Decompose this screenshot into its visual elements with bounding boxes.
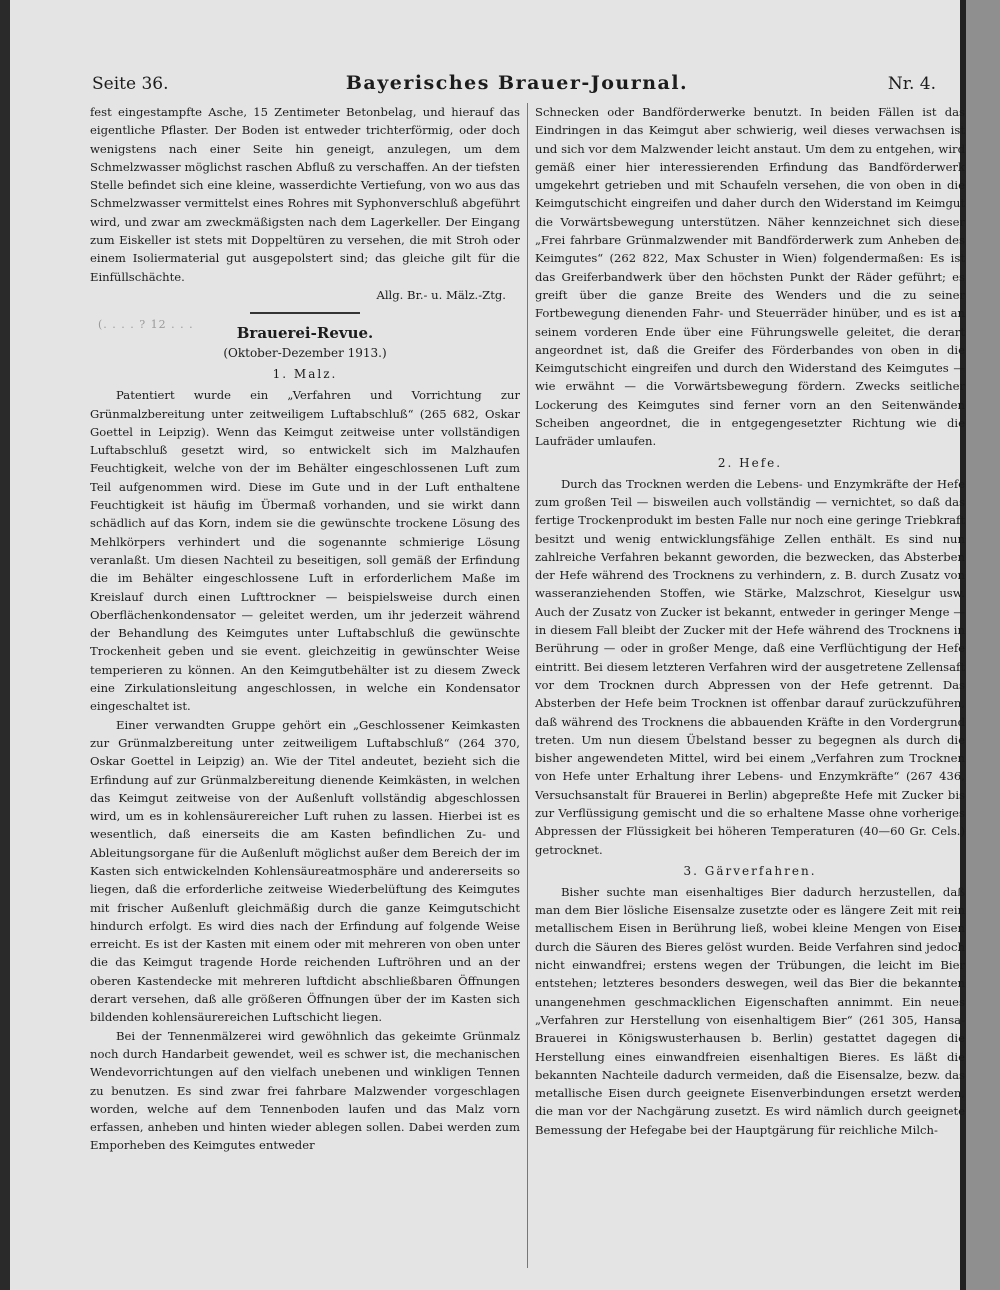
article-paragraph: Patentiert wurde ein „Verfahren und Vorrichtung zur Grünmalzbereitung unter zeitweiligem Luftabschluß“ (265 682, Oskar Goettel in Leipzig). Wenn das Keimgut zeitweise unter vollständigen Luftabschluß gesetzt wird, so entwickelt sich im Malzhaufen Feuchtigkeit, welche von der im Behälter eingeschlossenen Luft zum Teil aufgenommen wird. Diese im Gute und in der Luft enthaltene Feuchtigkeit ist häufig im Übermaß vorhanden, und sie wirkt dann schädlich auf das Korn, indem sie die gewünschte trockene Lösung des Mehlkörpers verhindert und die sogenannte schmierige Lösung veranlaßt. Um diesen Nachteil zu beseitigen, soll gemäß der Erfindung die im Behälter eingeschlossene Luft in erforderlichem Maße im Kreislauf durch einen Lufttrockner — beispielsweise durch einen Oberflächenkondensator — geleitet werden, um ihr jederzeit während der Behandlung des Keimgutes unter Luftabschluß die gewünschte Trockenheit geben und sie event. gleichzeitig in gewünschter Weise temperieren zu können. An den Keimgutbehälter ist zu diesem Zweck eine Zirkulationsleitung angeschlossen, in welche ein Kondensator eingeschaltet ist. bbox=[90, 388, 520, 714]
subsection-heading-hefe: 2. Hefe. bbox=[717, 455, 783, 470]
article-paragraph: Schnecken oder Bandförderwerke benutzt. In beiden Fällen ist das Eindringen in das Keimgut aber schwierig, weil dieses verwachsen ist und sich vor dem Malzwender leicht anstaut. Um dem zu entgehen, wird gemäß einer hier interessierenden Erfindung das Bandförderwerk umgekehrt getrieben und mit Schaufeln versehen, die von oben in die Keimgutschicht eingreifen und daher durch den Widerstand im Keimgut die Vorwärtsbewegung unterstützen. Näher kennzeichnet sich dieser „Frei fahrbare Grünmalzwender mit Bandförderwerk zum Anheben des Keimgutes“ (262 822, Max Schuster in Wien) folgendermaßen: Es ist das Greiferbandwerk über den höchsten Punkt der Räder geführt; es greift über die ganze Breite des Wenders und die zu seiner Fortbewegung dienenden Fahr- und Steuerräder hinüber, und es ist an seinem vorderen Ende über eine Führungswelle geleitet, die derart angeordnet ist, daß die Greifer des Förderbandes von oben in die Keimgutschicht eingreifen und durch den Widerstand des Keimgutes — wie erwähnt — die Vorwärtsbewegung fördern. Zwecks seitlicher Lockerung des Keimgutes sind ferner vorn an den Seitenwänden Scheiben angeordnet, die in entgegengesetzter Richtung wie die Laufräder umlaufen. bbox=[535, 105, 965, 449]
page-header bbox=[92, 74, 942, 98]
right-column bbox=[535, 103, 965, 1271]
left-column bbox=[90, 103, 520, 1271]
scan-left-edge bbox=[0, 0, 10, 1290]
newspaper-page bbox=[10, 0, 965, 1290]
source-citation: Allg. Br.- u. Mälz.-Ztg. bbox=[376, 287, 506, 302]
article-paragraph: Einer verwandten Gruppe gehört ein „Geschlossener Keimkasten zur Grünmalzbereitung unter zeitweiligem Luftabschluß“ (264 370, Oskar Goettel in Leipzig) an. Wie der Titel andeutet, bezieht sich die Erfindung auf zur Grünmalzbereitung dienende Keimkästen, in welchen das Keimgut zeitweise von der Außenluft vollständig abgeschlossen wird, um es in kohlensäurereicher Luft ruhen zu lassen. Hierbei ist es wesentlich, daß einerseits die am Kasten befindlichen Zu- und Ableitungsorgane für die Außenluft möglichst außer dem Bereich der im Kasten sich entwickelnden Kohlensäureatmosphäre und andererseits so liegen, daß die erforderliche zeitweise Wiederbelüftung des Keimgutes mit frischer Außenluft gleichmäßig durch die ganze Keimgutschicht hindurch erfolgt. Es wird dies nach der Erfindung auf folgende Weise erreicht. Es ist der Kasten mit einem oder mit mehreren von oben unter die das Keimgut tragende Horde reichenden Luftröhren und an der oberen Kastendecke mit mehreren luftdicht abschließbaren Öffnungen derart versehen, daß alle größeren Öffnungen über der im Kasten sich bildenden kohlensäurereichen Luftschicht liegen. bbox=[90, 717, 520, 1025]
issue-number: Nr. 4. bbox=[887, 74, 936, 94]
section-period: (Oktober-Dezember 1913.) bbox=[223, 346, 387, 361]
section-title: Brauerei-Revue. bbox=[236, 324, 374, 343]
faint-stamp: (. . . . ? 12 . . . bbox=[98, 318, 194, 331]
article-paragraph: Bisher suchte man eisenhaltiges Bier dadurch herzustellen, daß man dem Bier lösliche Eisensalze zusetzte oder es längere Zeit mit rein metallischem Eisen in Berührung ließ, wobei kleine Mengen von Eisen durch die Säuren des Bieres gelöst wurden. Beide Verfahren sind jedoch nicht einwandfrei; erstens wegen der Trübungen, die leicht im Bier entstehen; letzteres besonders deswegen, weil das Bier die bekannten unangenehmen geschmacklichen Eigenschaften annimmt. Ein neues „Verfahren zur Herstellung von eisenhaltigem Bier“ (261 305, Hansa-Brauerei in Königswusterhausen b. Berlin) gestattet dagegen die Herstellung eines einwandfreien eisenhaltigen Bieres. Es läßt die bekannten Nachteile dadurch vermeiden, daß die Eisensalze, bezw. das metallische Eisen durch geeignete Eisenverbindungen ersetzt werden, die man vor der Nachgärung zusetzt. Es wird nämlich durch geeignete Bemessung der Hefegabe bei der Hauptgärung für reichliche Milch- bbox=[535, 884, 965, 1137]
intro-paragraph: fest eingestampfte Asche, 15 Zentimeter Betonbelag, und hierauf das eigentliche Pflaster. Der Boden ist entweder trichterförmig, oder doch wenigstens nach einer Seite hin geneigt, anzulegen, um dem Schmelzwasser möglichst raschen Abfluß zu verschaffen. An der tiefsten Stelle befindet sich eine kleine, wasserdichte Vertiefung, von wo aus das Schmelzwasser vermittelst eines Rohres mit Syphonverschluß abgeführt wird, und zwar am zweckmäßigsten nach dem Lagerkeller. Der Eingang zum Eiskeller ist stets mit Doppeltüren zu versehen, die mit Stroh oder einem Isoliermaterial gut ausgepolstert sind; das gleiche gilt für die Einfüllschächte. bbox=[90, 105, 520, 284]
article-paragraph: Bei der Tennenmälzerei wird gewöhnlich das gekeimte Grünmalz noch durch Handarbeit gewendet, weil es schwer ist, die mechanischen Wendevorrichtungen auf den vielfach unebenen und winkligen Tennen zu benutzen. Es sind zwar frei fahrbare Malzwender vorgeschlagen worden, welche auf dem Tennenboden laufen und das Malz vorn erfassen, anheben und hinten wieder ablegen sollen. Dabei werden zum Emporheben des Keimgutes entweder bbox=[90, 1028, 520, 1153]
subsection-heading-malz: 1. Malz. bbox=[272, 367, 338, 382]
subsection-heading-gaerverfahren: 3. Gärverfahren. bbox=[683, 863, 817, 878]
scan-right-edge bbox=[960, 0, 1000, 1290]
journal-title: Bayerisches Brauer-Journal. bbox=[345, 72, 689, 94]
page-number: Seite 36. bbox=[92, 74, 169, 94]
article-paragraph: Durch das Trocknen werden die Lebens- und Enzymkräfte der Hefe zum großen Teil — bisweilen auch vollständig — vernichtet, so daß das fertige Trockenprodukt im besten Falle nur noch eine geringe Triebkraft besitzt und wenig entwicklungsfähige Zellen enthält. Es sind nun zahlreiche Verfahren bekannt geworden, die bezwecken, das Absterben der Hefe während des Trocknens zu verhindern, z. B. durch Zusatz von wasseranziehenden Stoffen, wie Stärke, Malzschrot, Kieselgur usw. Auch der Zusatz von Zucker ist bekannt, entweder in geringer Menge — in diesem Fall bleibt der Zucker mit der Hefe während des Trocknens in Berührung — oder in großer Menge, daß eine Verflüchtigung der Hefe eintritt. Bei diesem letzteren Verfahren wird der ausgetretene Zellensaft vor dem Trocknen durch Abpressen von der Hefe getrennt. Das Absterben der Hefe beim Trocknen ist offenbar darauf zurückzuführen, daß während des Trocknens die abbauenden Kräfte in den Vordergrund treten. Um nun diesem Übelstand besser zu begegnen als durch die bisher angewendeten Mittel, wird bei einem „Verfahren zum Trocknen von Hefe unter Erhaltung ihrer Lebens- und Enzymkräfte“ (267 436, Versuchsanstalt für Brauerei in Berlin) abgepreßte Hefe mit Zucker bis zur Verflüssigung gemischt und die so erhaltene Masse ohne vorheriges Abpressen der Flüssigkeit bei höheren Temperaturen (40—60 Gr. Cels.) getrocknet. bbox=[535, 476, 965, 857]
section-rule bbox=[250, 312, 360, 314]
column-divider bbox=[527, 103, 528, 1268]
